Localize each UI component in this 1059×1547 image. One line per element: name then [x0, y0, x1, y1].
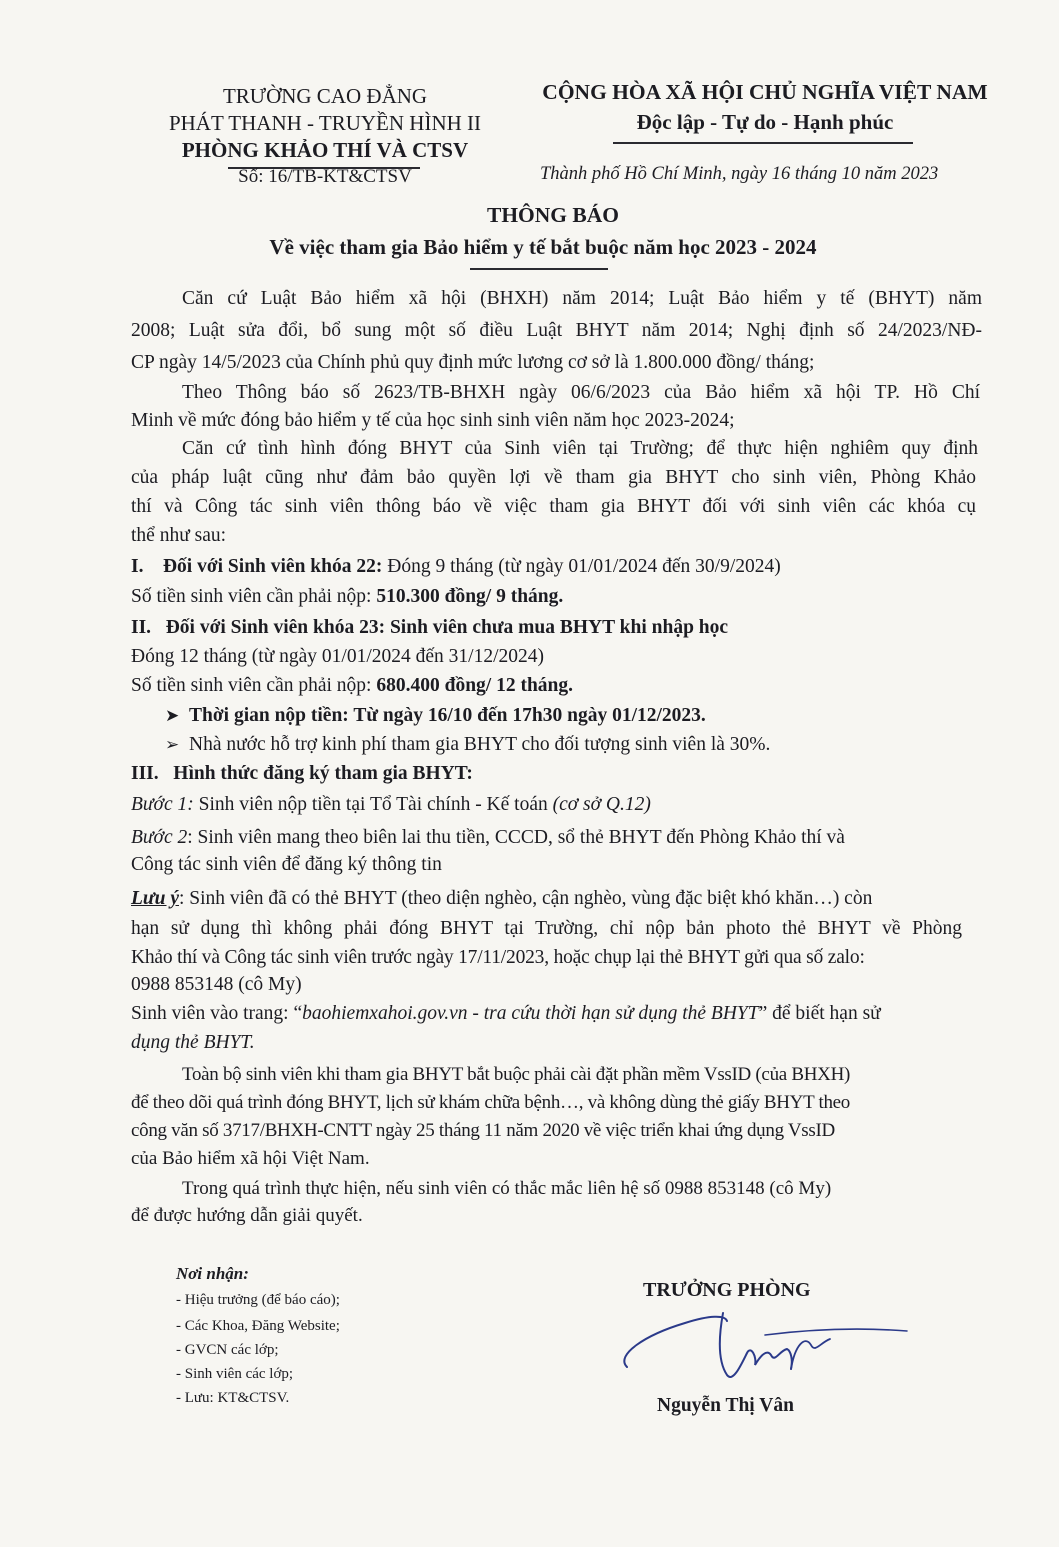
note-line: hạn sử dụng thì không phải đóng BHYT tại Trường, chỉ nộp bản photo thẻ BHYT về Phòng: [131, 918, 962, 939]
document-number: Số: 16/TB-KT&CTSV: [238, 166, 412, 187]
lookup-website: baohiemxahoi.gov.vn - tra cứu thời hạn sử dụng thẻ BHYT: [302, 1003, 759, 1024]
lookup-instruction-continued: dụng thẻ BHYT.: [131, 1032, 255, 1053]
handwritten-signature: [615, 1305, 915, 1390]
recipient-item: - Hiệu trưởng (để báo cáo);: [176, 1292, 340, 1308]
recipient-item: - Sinh viên các lớp;: [176, 1366, 294, 1382]
recipient-item: - Các Khoa, Đăng Website;: [176, 1318, 340, 1334]
note-line: Lưu ý: Sinh viên đã có thẻ BHYT (theo diện nghèo, cận nghèo, vùng đặc biệt khó khăn…) còn: [131, 888, 873, 909]
paragraph-line: để theo dõi quá trình đóng BHYT, lịch sử khám chữa bệnh…, và không dùng thẻ giấy BHYT theo: [131, 1092, 850, 1113]
section-2-period: Đóng 12 tháng (từ ngày 01/01/2024 đến 31/12/2024): [131, 646, 544, 667]
paragraph-line: 2008; Luật sửa đổi, bổ sung một số điều Luật BHYT năm 2014; Nghị định số 24/2023/NĐ-: [131, 320, 982, 341]
note-line: 0988 853148 (cô My): [131, 974, 302, 995]
paragraph-line: Toàn bộ sinh viên khi tham gia BHYT bắt buộc phải cài đặt phần mềm VssID (của BHXH): [182, 1064, 851, 1085]
section-1-heading: I. Đối với Sinh viên khóa 22: Đóng 9 tháng (từ ngày 01/01/2024 đến 30/9/2024): [131, 556, 781, 577]
arrowhead-bullet-icon: ➤: [165, 706, 180, 726]
paragraph-line: Căn cứ tình hình đóng BHYT của Sinh viên tại Trường; để thực hiện nghiêm quy định: [182, 438, 978, 459]
header-right-underline: [613, 142, 913, 144]
paragraph-line: công văn số 3717/BHXH-CNTT ngày 25 tháng 11 năm 2020 về việc triển khai ứng dụng VssID: [131, 1120, 835, 1141]
org-name-line1: TRƯỜNG CAO ĐẲNG: [222, 84, 428, 108]
arrowhead-bullet-icon: ➢: [165, 735, 180, 755]
paragraph-line: Trong quá trình thực hiện, nếu sinh viên có thắc mắc liên hệ số 0988 853148 (cô My): [182, 1178, 832, 1199]
section-1-amount: Số tiền sinh viên cần phải nộp: 510.300 đồng/ 9 tháng.: [131, 586, 564, 607]
title-underline: [470, 268, 608, 270]
paragraph-line: của Bảo hiểm xã hội Việt Nam.: [131, 1148, 370, 1169]
issue-date: Thành phố Hồ Chí Minh, ngày 16 tháng 10 năm 2023: [540, 164, 939, 184]
country-name: CỘNG HÒA XÃ HỘI CHỦ NGHĨA VIỆT NAM: [542, 80, 988, 104]
section-3-heading: III. Hình thức đăng ký tham gia BHYT:: [131, 763, 473, 784]
note-line: Khảo thí và Công tác sinh viên trước ngày 17/11/2023, hoặc chụp lại thẻ BHYT gửi qua số zalo:: [131, 947, 865, 968]
paragraph-line: để được hướng dẫn giải quyết.: [131, 1205, 363, 1226]
bullet-state-support: ➢ Nhà nước hỗ trợ kinh phí tham gia BHYT cho đối tượng sinh viên là 30%.: [165, 734, 771, 755]
notice-title: THÔNG BÁO: [486, 203, 619, 227]
paragraph-line: thí và Công tác sinh viên thông báo về việc tham gia BHYT đối với sinh viên các khóa cụ: [131, 496, 976, 517]
signer-name: Nguyễn Thị Vân: [657, 1395, 794, 1416]
recipient-item: - Lưu: KT&CTSV.: [176, 1390, 290, 1406]
paragraph-line: của pháp luật cũng như đảm bảo quyền lợi về tham gia BHYT cho sinh viên, Phòng Khảo: [131, 467, 976, 488]
paragraph-line: thể như sau:: [131, 525, 227, 546]
bullet-payment-period: ➤ Thời gian nộp tiền: Từ ngày 16/10 đến 17h30 ngày 01/12/2023.: [165, 705, 706, 726]
step-2: Bước 2: Sinh viên mang theo biên lai thu tiền, CCCD, sổ thẻ BHYT đến Phòng Khảo thí và: [131, 827, 845, 848]
signer-role: TRƯỞNG PHÒNG: [643, 1279, 811, 1301]
department-name: PHÒNG KHẢO THÍ VÀ CTSV: [181, 138, 469, 162]
section-2-amount: Số tiền sinh viên cần phải nộp: 680.400 đồng/ 12 tháng.: [131, 675, 574, 696]
national-motto: Độc lập - Tự do - Hạnh phúc: [636, 110, 894, 134]
step-2-continued: Công tác sinh viên để đăng ký thông tin: [131, 854, 442, 875]
org-name-line2: PHÁT THANH - TRUYỀN HÌNH II: [168, 111, 482, 135]
section-2-heading: II. Đối với Sinh viên khóa 23: Sinh viên chưa mua BHYT khi nhập học: [131, 617, 729, 638]
lookup-instruction: Sinh viên vào trang: “baohiemxahoi.gov.vn - tra cứu thời hạn sử dụng thẻ BHYT” để biết hạn sử: [131, 1003, 881, 1024]
recipient-item: - GVCN các lớp;: [176, 1342, 279, 1358]
paragraph-line: CP ngày 14/5/2023 của Chính phủ quy định mức lương cơ sở là 1.800.000 đồng/ tháng;: [131, 352, 815, 373]
recipients-title: Nơi nhận:: [176, 1264, 249, 1283]
paragraph-line: Theo Thông báo số 2623/TB-BHXH ngày 06/6/2023 của Bảo hiểm xã hội TP. Hồ Chí: [182, 382, 980, 403]
paragraph-line: Minh về mức đóng bảo hiểm y tế của học sinh sinh viên năm học 2023-2024;: [131, 410, 735, 431]
notice-subtitle: Về việc tham gia Bảo hiểm y tế bắt buộc năm học 2023 - 2024: [269, 235, 817, 259]
paragraph-line: Căn cứ Luật Bảo hiểm xã hội (BHXH) năm 2014; Luật Bảo hiểm y tế (BHYT) năm: [182, 288, 982, 309]
step-1: Bước 1: Sinh viên nộp tiền tại Tổ Tài chính - Kế toán (cơ sở Q.12): [131, 794, 651, 815]
